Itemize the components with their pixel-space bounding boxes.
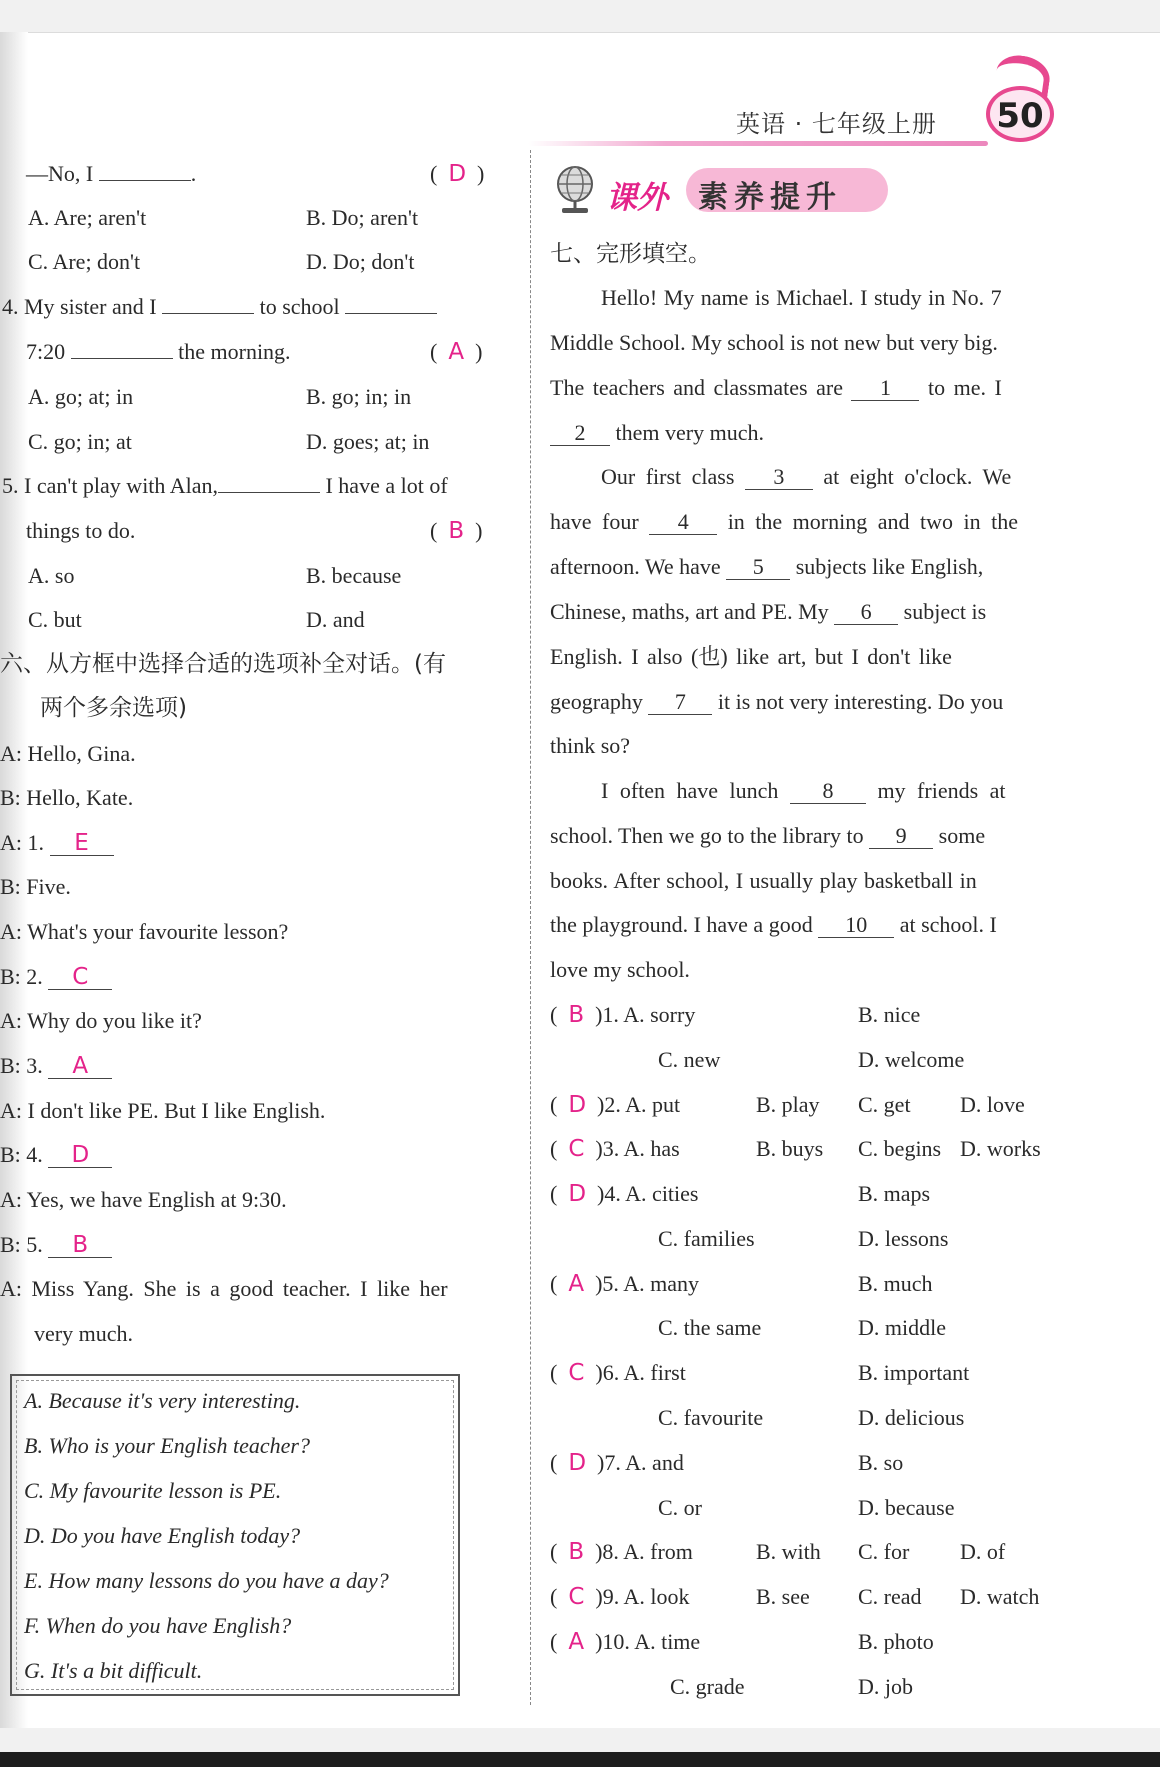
dialog-line: A: Miss Yang. She is a good teacher. I like her <box>0 1276 448 1301</box>
viewer-top-bar <box>0 0 1160 33</box>
question-row: ( D )2. A. put <box>550 1092 681 1118</box>
passage-line: English. I also (也) like art, but I don't like <box>550 644 952 669</box>
option: C. but <box>28 607 82 632</box>
section6-title: 六、从方框中选择合适的选项补全对话。(有 <box>0 651 446 677</box>
option: B. photo <box>858 1629 934 1654</box>
option: D. love <box>960 1092 1025 1117</box>
option: B. nice <box>858 1002 921 1027</box>
dialog-line: A: 1. E <box>0 829 114 857</box>
option: D. delicious <box>858 1405 965 1430</box>
option: C. new <box>658 1047 721 1072</box>
option: C. families <box>658 1226 755 1251</box>
option: C. read <box>858 1584 922 1609</box>
passage-blank: 7 <box>648 690 712 715</box>
option: B. Do; aren't <box>306 205 419 230</box>
passage-line: love my school. <box>550 957 690 982</box>
option: A. so <box>28 563 75 588</box>
q5-stem-cont: things to do. <box>26 518 136 543</box>
dialog-answer: C <box>48 965 112 990</box>
passage-line: Hello! My name is Michael. I study in No. 7 <box>601 285 1002 310</box>
q4-stem: 4. My sister and I to school <box>2 293 437 321</box>
passage-blank: 10 <box>818 913 894 938</box>
option: D. middle <box>858 1315 946 1340</box>
option: D. goes; at; in <box>306 429 430 454</box>
dialog-line: B: 4. D <box>0 1141 112 1169</box>
passage-blank: 6 <box>834 600 898 625</box>
option: C. begins <box>858 1136 942 1161</box>
question-row: ( D )7. A. and <box>550 1450 684 1476</box>
dialog-line: A: What's your favourite lesson? <box>0 919 289 944</box>
option: C. for <box>858 1539 910 1564</box>
passage-blank: 4 <box>649 510 717 535</box>
dialog-line: B: Hello, Kate. <box>0 785 134 810</box>
passage-line: school. Then we go to the library to 9 some <box>550 823 986 848</box>
option: C. go; in; at <box>28 429 132 454</box>
passage-line: Chinese, maths, art and PE. My 6 subject is <box>550 599 987 624</box>
book-title: 英语 · 七年级上册 <box>736 110 937 138</box>
q5-stem: 5. I can't play with Alan, I have a lot of <box>2 473 448 498</box>
option: B. important <box>858 1360 970 1385</box>
option: D. Do; don't <box>306 249 415 274</box>
passage-line: books. After school, I usually play basketball in <box>550 868 977 893</box>
q5-answer: ( B ) <box>430 518 483 544</box>
column-divider <box>530 150 531 1705</box>
passage-blank: 3 <box>745 465 813 490</box>
question-row: ( C )6. A. first <box>550 1360 686 1386</box>
passage-line: I often have lunch 8 my friends at <box>601 778 1006 803</box>
option: B. because <box>306 563 402 588</box>
viewer-bottom-strip <box>0 1752 1160 1767</box>
option: D. because <box>858 1495 955 1520</box>
question-row: ( B )8. A. from <box>550 1539 693 1565</box>
dialog-line: very much. <box>34 1321 133 1346</box>
globe-icon <box>552 164 598 214</box>
dialog-line: B: 2. C <box>0 963 112 991</box>
option: D. and <box>306 607 365 632</box>
option: B. so <box>858 1450 904 1475</box>
passage-blank: 5 <box>726 555 790 580</box>
page-number-badge <box>986 56 1058 146</box>
box-option: A. Because it's very interesting. <box>24 1388 301 1413</box>
box-option: C. My favourite lesson is PE. <box>24 1478 282 1503</box>
box-option: G. It's a bit difficult. <box>24 1658 203 1683</box>
section7-title: 七、完形填空。 <box>550 241 711 267</box>
section6-title-cont: 两个多余选项) <box>40 695 187 721</box>
page-number: 50 <box>996 96 1044 136</box>
passage-line: The teachers and classmates are 1 to me. I <box>550 375 1002 400</box>
option: C. the same <box>658 1315 762 1340</box>
question-row: ( B )1. A. sorry <box>550 1002 696 1028</box>
option: D. lessons <box>858 1226 949 1251</box>
dialog-line: A: Why do you like it? <box>0 1008 202 1033</box>
dialog-line: A: Hello, Gina. <box>0 741 136 766</box>
option: B. buys <box>756 1136 824 1161</box>
passage-blank: 2 <box>550 421 610 446</box>
option: B. maps <box>858 1181 931 1206</box>
passage-blank: 8 <box>790 779 866 804</box>
dialog-line: B: 3. A <box>0 1052 112 1080</box>
option: D. works <box>960 1136 1041 1161</box>
question-row: ( C )9. A. look <box>550 1584 690 1610</box>
option: C. grade <box>670 1674 745 1699</box>
passage-line: think so? <box>550 733 631 758</box>
option: C. Are; don't <box>28 249 141 274</box>
banner-part2: 素养提升 <box>698 180 842 215</box>
option: B. go; in; in <box>306 384 412 409</box>
option: B. see <box>756 1584 810 1609</box>
option: A. Are; aren't <box>28 205 147 230</box>
header-underline <box>528 141 988 146</box>
dialog-answer: D <box>48 1143 112 1168</box>
question-row: ( A )10. A. time <box>550 1629 701 1655</box>
q4-answer: ( A ) <box>430 339 483 365</box>
question-row: ( A )5. A. many <box>550 1271 699 1297</box>
dialog-line: A: Yes, we have English at 9:30. <box>0 1187 287 1212</box>
passage-line: Middle School. My school is not new but very big. <box>550 330 998 355</box>
question-row: ( D )4. A. cities <box>550 1181 699 1207</box>
passage-blank: 1 <box>851 376 919 401</box>
dialog-answer: E <box>50 831 114 856</box>
option: C. or <box>658 1495 702 1520</box>
passage-line: the playground. I have a good 10 at school. I <box>550 912 997 937</box>
passage-blank: 9 <box>869 824 933 849</box>
option: D. watch <box>960 1584 1040 1609</box>
option: D. welcome <box>858 1047 965 1072</box>
question-row: ( C )3. A. has <box>550 1136 680 1162</box>
box-option: B. Who is your English teacher? <box>24 1433 310 1458</box>
passage-line: geography 7 it is not very interesting. Do you <box>550 689 1004 714</box>
q3-answer: ( D ) <box>430 161 485 187</box>
box-option: D. Do you have English today? <box>24 1523 301 1548</box>
passage-line: afternoon. We have 5 subjects like English, <box>550 554 984 579</box>
dialog-line: B: 5. B <box>0 1231 112 1259</box>
passage-line: Our first class 3 at eight o'clock. We <box>601 464 1012 489</box>
option: B. much <box>858 1271 933 1296</box>
box-option: F. When do you have English? <box>24 1613 292 1638</box>
option: C. get <box>858 1092 911 1117</box>
option: B. play <box>756 1092 820 1117</box>
q3-continuation: —No, I . <box>26 161 197 186</box>
option: A. go; at; in <box>28 384 134 409</box>
banner-part1: 课外 <box>606 180 668 216</box>
dialog-line: B: Five. <box>0 874 71 899</box>
option: D. job <box>858 1674 913 1699</box>
option: C. favourite <box>658 1405 764 1430</box>
passage-line: have four 4 in the morning and two in the <box>550 509 1018 534</box>
dialog-answer: B <box>48 1233 112 1258</box>
dialog-line: A: I don't like PE. But I like English. <box>0 1098 326 1123</box>
option: D. of <box>960 1539 1006 1564</box>
option: B. with <box>756 1539 821 1564</box>
dialog-answer: A <box>48 1054 112 1079</box>
box-option: E. How many lessons do you have a day? <box>24 1568 389 1593</box>
passage-line: 2 them very much. <box>550 419 764 447</box>
q4-stem-cont: 7:20 the morning. <box>26 339 291 364</box>
